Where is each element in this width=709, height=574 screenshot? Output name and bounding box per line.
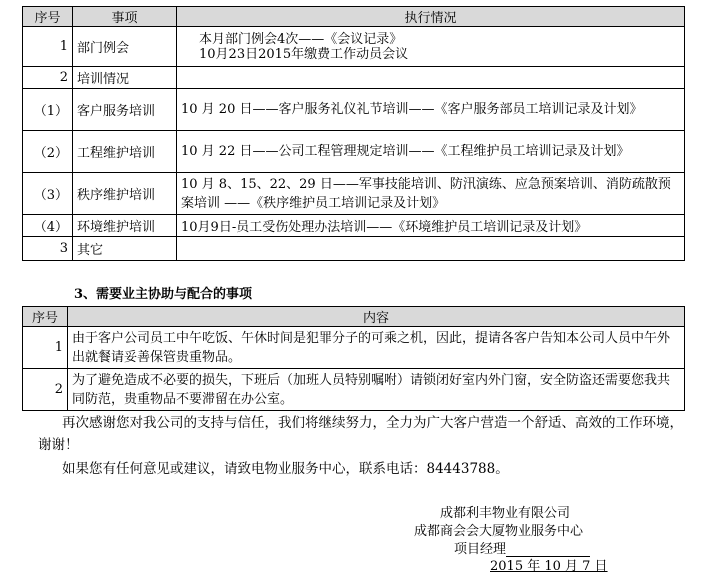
row-item: 环境维护培训 [73,215,177,237]
row-status: 10 月 20 日——客户服务礼仪礼节培训——《客户服务部员工培训记录及计划》 [177,89,685,131]
row-no: （3） [23,173,73,215]
row-no: （4） [23,215,73,237]
table-row [23,215,685,237]
row-status: 本月部门例会4次——《会议记录》 10月23日2015年缴费工作动员会议 [177,27,685,67]
table-row [23,369,685,411]
manager-label: 项目经理 [454,542,507,557]
coop-table [22,306,685,411]
row-no: 2 [23,369,68,411]
table-row [23,27,685,67]
row-no: （1） [23,89,73,131]
report-table [22,6,685,261]
row-item: 工程维护培训 [73,131,177,173]
report-table-header [23,7,685,27]
row-item: 部门例会 [73,27,177,67]
table-row [23,173,685,215]
table-row [23,67,685,89]
row-status [177,67,685,89]
row-item: 培训情况 [73,67,177,89]
signature-center: 成都商会会大厦物业服务中心 [414,524,584,539]
row-content: 为了避免造成不必要的损失，下班后（加班人员特别嘱咐）请锁闭好室内外门窗，安全防盗还需要您我共同防范，贵重物品不要滞留在办公室。 [68,369,685,411]
row-no: 2 [23,67,73,89]
signature-company: 成都利丰物业有限公司 [440,506,571,521]
section-3-title: 3、需要业主协助与配合的事项 [74,287,253,302]
row-status: 10 月 22 日——公司工程管理规定培训——《工程维护员工培训记录及计划》 [177,131,685,173]
table-row [23,131,685,173]
row-no: （2） [23,131,73,173]
header-item: 事项 [73,7,177,27]
header-no: 序号 [23,7,73,27]
contact-paragraph: 如果您有任何意见或建议，请致电物业服务中心，联系电话：84443788。 [62,461,509,477]
row-status: 10月9日-员工受伤处理办法培训——《环境维护员工培训记录及计划》 [177,215,685,237]
row-status: 10 月 8、15、22、29 日——军事技能培训、防汛演练、应急预案培训、消防疏散预案培训 ——《秩序维护员工培训记录及计划》 [177,173,685,215]
row-no: 1 [23,327,68,369]
row-no: 3 [23,237,73,261]
row-no: 1 [23,27,73,67]
header-status: 执行情况 [177,7,685,27]
row-item: 客户服务培训 [73,89,177,131]
table-row [23,327,685,369]
closing-paragraph: 再次感谢您对我公司的支持与信任，我们将继续努力，全力为广大客户营造一个舒适、高效的工作环境，谢谢！ [38,415,683,453]
coop-table-header [23,307,685,327]
header-no: 序号 [23,307,68,327]
row-status [177,237,685,261]
table-row [23,89,685,131]
row-item: 其它 [73,237,177,261]
row-item: 秩序维护培训 [73,173,177,215]
table-row [23,237,685,261]
header-content: 内容 [68,307,685,327]
signature-date: 2015 年 10 月 7 日 [490,559,608,574]
row-content: 由于客户公司员工中午吃饭、午休时间是犯罪分子的可乘之机，因此，提请各客户告知本公司人员中午外出就餐请妥善保管贵重物品。 [68,327,685,369]
